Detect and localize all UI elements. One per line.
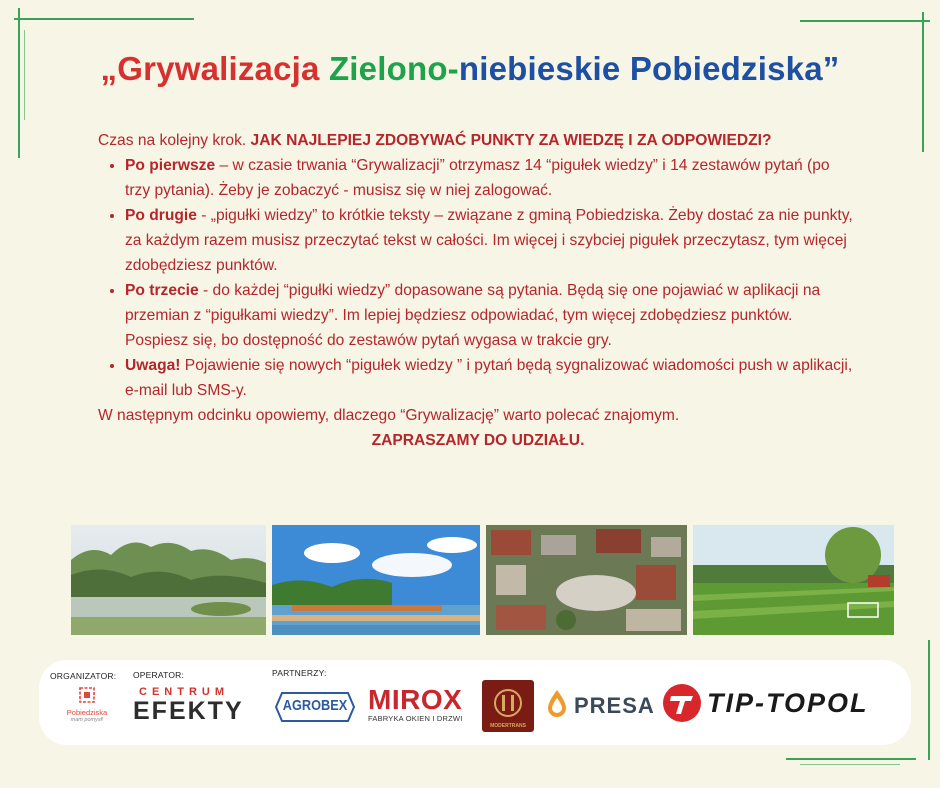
tip-topol-text: TIP-TOPOL	[707, 688, 869, 718]
title-part-red: „Grywalizacja	[100, 50, 329, 87]
bullet-item	[125, 153, 858, 203]
page-title	[0, 50, 940, 88]
efekty-text: EFEKTY	[133, 697, 244, 725]
pobiedziska-logo	[59, 684, 115, 736]
bullet-item	[125, 353, 858, 403]
presa-text: PRESA	[574, 693, 655, 718]
intro-line	[98, 128, 858, 153]
tip-topol-logo	[661, 682, 905, 726]
photo-beach-pier	[272, 525, 480, 635]
closing-line: ZAPRASZAMY DO UDZIAŁU.	[371, 432, 585, 449]
frame-line-bottom-right-2	[800, 764, 900, 765]
frame-line-bottom-right	[786, 758, 916, 760]
centrum-text: CENTRUM	[139, 686, 229, 698]
sponsor-bar	[39, 660, 911, 745]
partners-label: PARTNERZY:	[272, 668, 327, 678]
title-part-blue: niebieskie Pobiedziska”	[458, 50, 840, 87]
title-part-green: Zielono-	[328, 50, 459, 87]
modertrans-text: MODERTRANS	[490, 723, 526, 729]
organizer-label: ORGANIZATOR:	[50, 671, 117, 681]
bullet-text: - „pigułki wiedzy” to krótkie teksty – związane z gminą Pobiedziska. Żeby dostać za nie punkty, za każdym razem musisz przeczytać tekst w całości. Im więcej i szybciej pigułek przeczytasz, tym więcej zdobędziesz punktów.	[125, 207, 853, 274]
intro-heading: JAK NAJLEPIEJ ZDOBYWAĆ PUNKTY ZA WIEDZĘ I ZA ODPOWIEDZI?	[250, 132, 772, 149]
agrobex-text: AGROBEX	[282, 697, 348, 714]
operator-label: OPERATOR:	[133, 670, 185, 680]
bullet-lead: Po trzecie	[125, 282, 199, 299]
bullet-lead: Po drugie	[125, 207, 197, 224]
bullet-item	[125, 203, 858, 278]
bullet-lead: Uwaga!	[125, 357, 181, 374]
mirox-text: MIROX	[368, 684, 463, 715]
bullet-item	[125, 278, 858, 353]
mirox-logo	[368, 686, 474, 723]
bullet-lead: Po pierwsze	[125, 157, 216, 174]
bullet-text: Pojawienie się nowych “pigułek wiedzy ” i pytań będą sygnalizować wiadomości push w aplikacji, e-mail lub SMS-y.	[125, 357, 853, 399]
photo-lake-mist	[71, 525, 266, 635]
photo-aerial-town	[486, 525, 687, 635]
frame-line-top-right	[800, 20, 930, 22]
pobiedziska-logo-text: Pobiedziska	[66, 708, 108, 717]
presa-logo	[544, 688, 654, 720]
intro-plain: Czas na kolejny krok.	[98, 132, 251, 149]
bullet-list	[98, 153, 858, 403]
pobiedziska-logo-sub: mam pomysł!	[70, 717, 104, 723]
frame-line-top-left	[14, 18, 194, 20]
mirox-sub: FABRYKA OKIEN I DRZWI	[368, 714, 463, 723]
centrum-efekty-logo	[133, 686, 253, 724]
outro-line: W następnym odcinku opowiemy, dlaczego “Grywalizację” warto polecać znajomym.	[98, 407, 680, 424]
bullet-text: – w czasie trwania “Grywalizacji” otrzymasz 14 “pigułek wiedzy” i 14 zestawów pytań (po trzy pytania). Żeby je zobaczyć - musisz się w niej zalogować.	[125, 157, 830, 199]
modertrans-logo	[482, 680, 534, 732]
photo-strip	[71, 525, 894, 635]
photo-sports-field	[693, 525, 894, 635]
agrobex-logo	[274, 685, 356, 729]
bullet-text: - do każdej “pigułki wiedzy” dopasowane są pytania. Będą się one pojawiać w aplikacji na przemian z “pigułkami wiedzy”. Im lepiej będziesz odpowiadać, tym więcej zdobędziesz punktów. Pospiesz się, bo dostępność do zestawów pytań wygasa w trakcie gry.	[125, 282, 821, 349]
article-body	[98, 128, 858, 453]
frame-line-right-bottom	[928, 640, 930, 760]
